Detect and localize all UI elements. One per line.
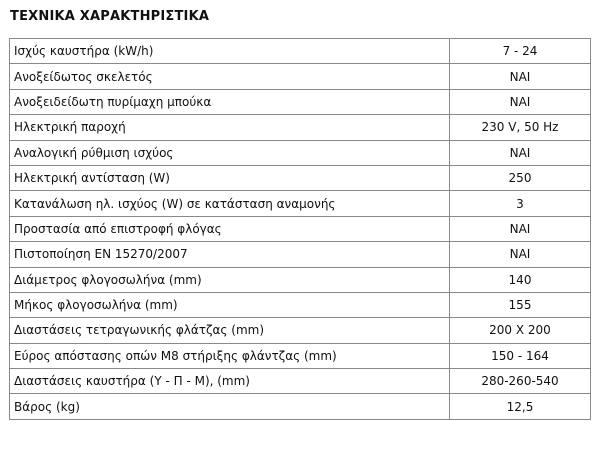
table-row <box>10 39 591 64</box>
spec-label: Κατανάλωση ηλ. ισχύος (W) σε κατάσταση αναμονής <box>10 191 450 216</box>
spec-label: Μήκος φλογοσωλήνα (mm) <box>10 292 450 317</box>
spec-label: Αναλογική ρύθμιση ισχύος <box>10 140 450 165</box>
spec-value: ΝΑΙ <box>450 216 591 241</box>
table-row <box>10 165 591 190</box>
table-row <box>10 292 591 317</box>
spec-value: 230 V, 50 Hz <box>450 115 591 140</box>
spec-value: 12,5 <box>450 394 591 419</box>
spec-value: ΝΑΙ <box>450 89 591 114</box>
page-title: ΤΕΧΝΙΚΑ ΧΑΡΑΚΤΗΡΙΣΤΙΚΑ <box>10 9 210 24</box>
spec-value: 140 <box>450 267 591 292</box>
table-row <box>10 89 591 114</box>
table-row <box>10 267 591 292</box>
table-row <box>10 140 591 165</box>
spec-value: 250 <box>450 165 591 190</box>
table-row <box>10 191 591 216</box>
spec-label: Πιστοποίηση EN 15270/2007 <box>10 242 450 267</box>
spec-value: 7 - 24 <box>450 39 591 64</box>
table-row <box>10 369 591 394</box>
spec-value: 150 - 164 <box>450 343 591 368</box>
spec-label: Διαστάσεις τετραγωνικής φλάτζας (mm) <box>10 318 450 343</box>
spec-value: 155 <box>450 292 591 317</box>
spec-value: 3 <box>450 191 591 216</box>
spec-label: Ηλεκτρική αντίσταση (W) <box>10 165 450 190</box>
specs-table <box>9 38 591 420</box>
spec-label: Βάρος (kg) <box>10 394 450 419</box>
spec-value: 200 X 200 <box>450 318 591 343</box>
spec-label: Διάμετρος φλογοσωλήνα (mm) <box>10 267 450 292</box>
spec-label: Ανοξείδωτος σκελετός <box>10 64 450 89</box>
spec-label: Ισχύς καυστήρα (kW/h) <box>10 39 450 64</box>
table-row <box>10 394 591 419</box>
table-row <box>10 242 591 267</box>
spec-value: 280-260-540 <box>450 369 591 394</box>
spec-value: ΝΑΙ <box>450 140 591 165</box>
table-row <box>10 318 591 343</box>
spec-label: Ανοξειδείδωτη πυρίμαχη μπούκα <box>10 89 450 114</box>
table-row <box>10 216 591 241</box>
table-row <box>10 343 591 368</box>
table-row <box>10 115 591 140</box>
spec-label: Εύρος απόστασης οπών M8 στήριξης φλάντζας (mm) <box>10 343 450 368</box>
spec-value: ΝΑΙ <box>450 64 591 89</box>
spec-label: Διαστάσεις καυστήρα (Υ - Π - Μ), (mm) <box>10 369 450 394</box>
spec-label: Ηλεκτρική παροχή <box>10 115 450 140</box>
table-row <box>10 64 591 89</box>
spec-label: Προστασία από επιστροφή φλόγας <box>10 216 450 241</box>
spec-value: ΝΑΙ <box>450 242 591 267</box>
